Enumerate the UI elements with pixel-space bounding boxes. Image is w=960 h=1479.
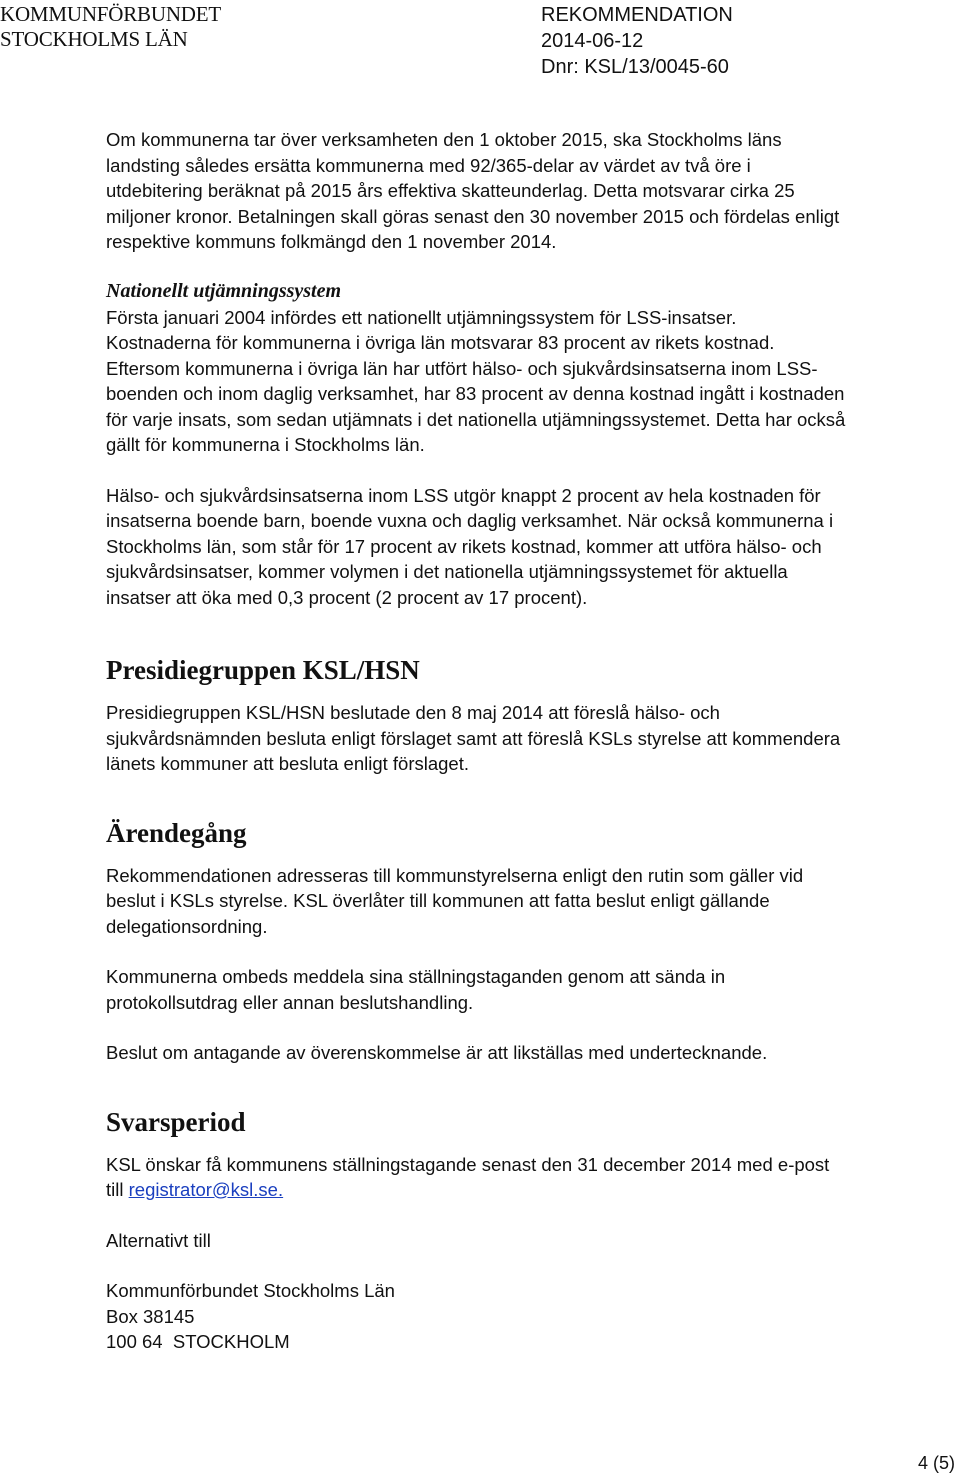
address-line-organization: Kommunförbundet Stockholms Län [106,1280,395,1301]
email-link[interactable]: registrator@ksl.se. [128,1179,284,1200]
document-body [106,127,846,1355]
paragraph-payment: Om kommunerna tar över verksamheten den 1 oktober 2015, ska Stockholms läns landsting således ersätta kommunerna med 92/365-delar av värdet av två öre i utdebitering beräknat på 2015 års effektiva skatteunderlag. Detta motsvarar cirka 25 miljoner kronor. Betalningen skall göras senast den 30 november 2015 och fördelas enligt respektive kommuns folkmängd den 1 november 2014. [106,129,840,252]
header-organization [0,2,221,52]
paragraph-procedure-3: Beslut om antagande av överenskommelse är att likställas med undertecknande. [106,1042,768,1063]
document-date: 2014-06-12 [541,30,644,52]
response-period-text: KSL önskar få kommunens ställningstagande senast den 31 december 2014 med e-post till [106,1153,830,1200]
document-dnr: Dnr: KSL/13/0045-60 [541,56,729,78]
heading-response-period: Svarsperiod [106,1106,246,1137]
header-document-info [541,2,733,80]
paragraph-presidium-group: Presidiegruppen KSL/HSN beslutade den 8 maj 2014 att föreslå hälso- och sjukvårdsnämnden besluta enligt förslaget samt att föreslå KSLs styrelse att kommendera länets kommuner att besluta enligt förslaget. [106,702,841,774]
heading-presidium-group: Presidiegruppen KSL/HSN [106,655,420,685]
paragraph-procedure-1: Rekommendationen adresseras till kommunstyrelserna enligt den rutin som gäller vid beslut i KSLs styrelse. KSL överlåter till kommunen att fatta beslut enligt gällande delegationsordning. [106,864,804,937]
org-name-line2: STOCKHOLMS LÄN [0,27,188,51]
paragraph-equalization-system: Första januari 2004 infördes ett nationellt utjämningssystem för LSS-insatser. Kostnaderna för kommunerna i övriga län motsvarar 83 procent av rikets kostnad. Eftersom kommunerna i övriga län har utfört hälso- och sjukvårdsinsatserna inom LSS-boenden och inom daglig verksamhet, har 83 procent av denna kostnad ingått i kostnaden för varje insats, som sedan utjämnats i det nationella utjämningssystemet. Detta har också gällt för kommunerna i Stockholms län. [106,306,846,455]
org-name-line1: KOMMUNFÖRBUNDET [0,2,222,26]
address-line-box: Box 38145 [106,1305,195,1327]
alternative-text: Alternativt till [106,1229,211,1251]
address-line-city: 100 64 STOCKHOLM [106,1331,290,1352]
document-type: REKOMMENDATION [541,4,733,26]
subheading-equalization-system: Nationellt utjämningssystem [106,279,342,302]
postal-address [106,1278,846,1355]
paragraph-response-period [106,1152,846,1203]
paragraph-health-care-costs: Hälso- och sjukvårdsinsatserna inom LSS utgör knappt 2 procent av hela kostnaden för insatserna boende barn, boende vuxna och daglig verksamhet. När också kommunerna i Stockholms län, som står för 17 procent av rikets kostnad, kommer att utföra hälso- och sjukvårdsinsatser, kommer volymen i det nationella utjämningssystemet för aktuella insatser att öka med 0,3 procent (2 procent av 17 procent). [106,484,834,608]
paragraph-procedure-2: Kommunerna ombeds meddela sina ställningstaganden genom att sända in protokollsutdrag eller annan beslutshandling. [106,966,726,1013]
page-number: 4 (5) [918,1453,956,1473]
heading-procedure: Ärendegång [106,817,247,848]
